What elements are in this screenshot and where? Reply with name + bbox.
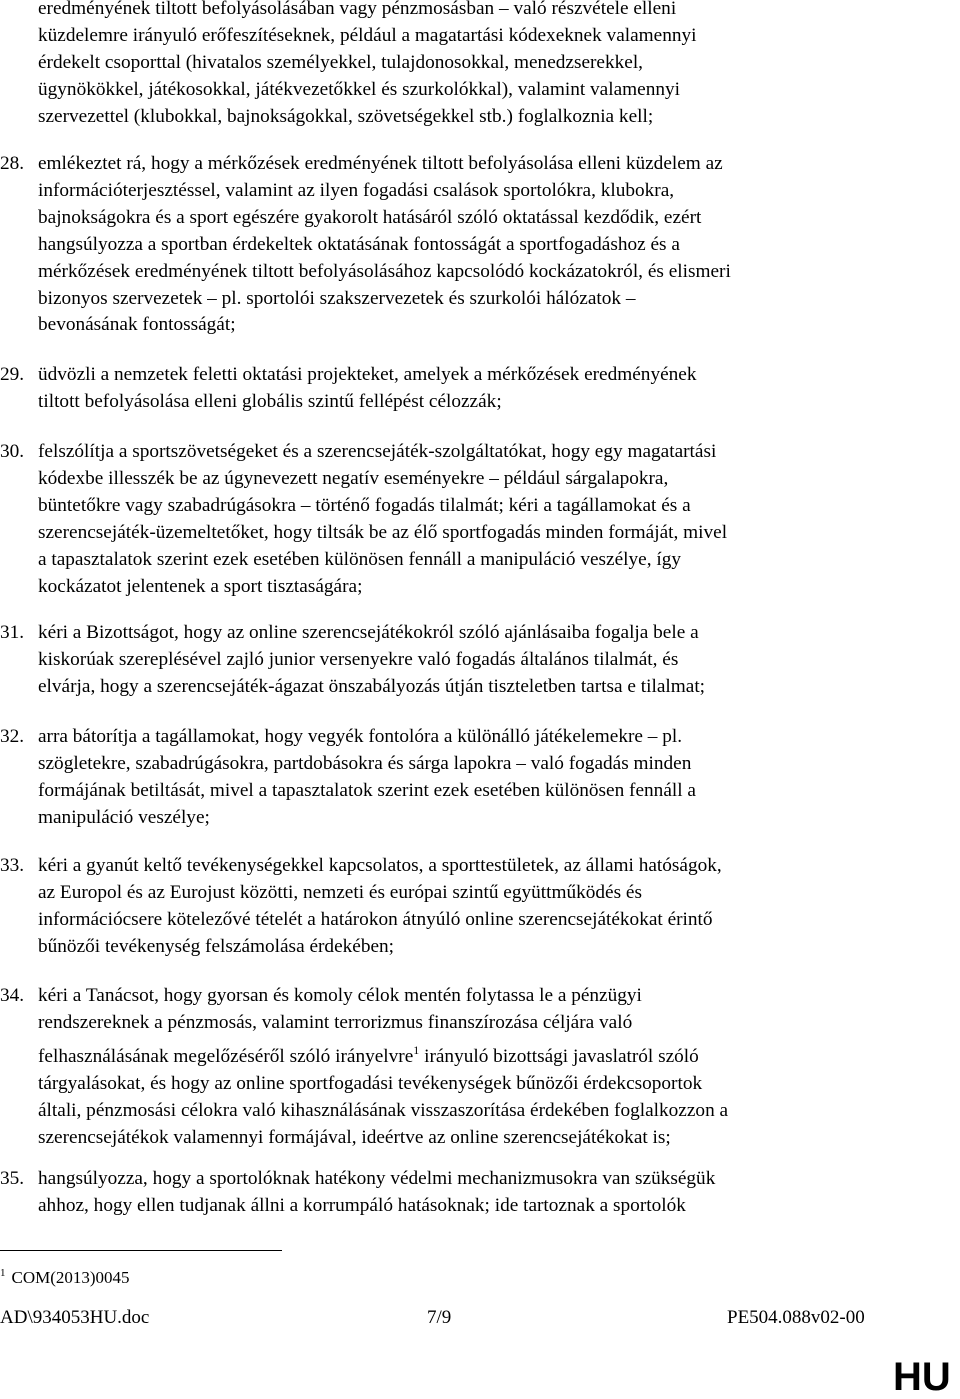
text-line: üdvözli a nemzetek feletti oktatási projekteket, amelyek a mérkőzések eredményének	[38, 364, 697, 385]
paragraph-number: 29.	[0, 364, 25, 385]
paragraph-number: 30.	[0, 441, 25, 462]
footnote-marker: 1	[0, 1267, 6, 1279]
text-line: kéri a Bizottságot, hogy az online szerencsejátékokról szóló ajánlásaiba fogalja bele a	[38, 622, 699, 643]
text-line: tiltott befolyásolása elleni globális szintű fellépést célozzák;	[38, 390, 502, 412]
text-line: arra bátorítja a tagállamokat, hogy vegyék fontolóra a különálló játékelemekre – pl.	[38, 726, 683, 747]
text-line: a tapasztalatok szerint ezek esetében különösen fennáll a manipuláció veszélye, így	[38, 548, 681, 570]
text-line: kéri a Tanácsot, hogy gyorsan és komoly célok mentén folytassa le a pénzügyi	[38, 985, 642, 1006]
footnote-separator	[0, 1250, 282, 1251]
text-segment: irányuló bizottsági javaslatról szóló	[419, 1045, 699, 1067]
text-line: tárgyalásokat, és hogy az online sportfogadási tevékenységek bűnözői érdekcsoportok	[38, 1072, 703, 1094]
footnote-reference[interactable]: 1	[413, 1042, 420, 1057]
text-line: kockázatot jelentenek a sport tisztaságára;	[38, 575, 363, 597]
text-line: általi, pénzmosási célokra való kihasználásának visszaszorítása érdekében foglalkozzon a	[38, 1099, 729, 1121]
text-line	[38, 1037, 900, 1071]
text-line: az Europol és az Eurojust közötti, nemzeti és európai szintű együttműködés és	[38, 881, 642, 903]
paragraph-text	[38, 362, 900, 416]
text-line: információterjesztéssel, valamint az ilyen fogadási csalások sportolókra, klubokra,	[38, 179, 675, 201]
text-line: kiskorúak szereplésével zajló junior versenyekre való fogadás általános tilalmát, és	[38, 648, 679, 670]
text-line: szögletekre, szabadrúgásokra, partdobásokra és sárga lapokra – való fogadás minden	[38, 752, 692, 774]
text-line: szervezettel (klubokkal, bajnokságokkal, szövetségekkel stb.) foglalkoznia kell;	[38, 105, 654, 127]
paragraph-text	[38, 151, 900, 339]
paragraph-text	[38, 620, 900, 701]
text-line: szerencsejáték-üzemeltetőket, hogy tiltsák be az élő sportfogadás minden formáját, mivel	[38, 521, 728, 543]
paragraph-number: 32.	[0, 726, 25, 747]
paragraph-number: 34.	[0, 985, 25, 1006]
paragraph-number: 28.	[0, 153, 25, 174]
text-line: rendszereknek a pénzmosás, valamint terrorizmus finanszírozása céljára való	[38, 1011, 633, 1033]
footer-version: PE504.088v02-00	[727, 1307, 865, 1328]
text-line: formájának betiltását, mivel a tapasztalatok szerint ezek esetében különösen fennáll a	[38, 779, 696, 801]
text-line: bevonásának fontosságát;	[38, 314, 236, 336]
text-line: küzdelemre irányuló erőfeszítéseknek, például a magatartási kódexeknek valamennyi	[38, 24, 697, 46]
text-line: ahhoz, hogy ellen tudjanak állni a korrumpáló hatásoknak; ide tartoznak a sportolók	[38, 1194, 686, 1216]
text-line: bajnokságokra és a sport egészére gyakorolt hatásáról szóló oktatással kezdődik, ezért	[38, 206, 702, 228]
text-line: hangsúlyozza, hogy a sportolóknak hatékony védelmi mechanizmusokra van szükségük	[38, 1168, 716, 1189]
language-code: HU	[893, 1355, 951, 1399]
paragraph-text	[38, 853, 900, 961]
paragraph-number: 33.	[0, 855, 25, 876]
paragraph-text	[38, 983, 900, 1151]
text-line: manipuláció veszélye;	[38, 806, 210, 828]
text-line: bűnözői tevékenység felszámolása érdekében;	[38, 935, 395, 957]
footer-page-number: 7/9	[427, 1307, 452, 1328]
text-line: információcsere kötelezővé tételét a határokon átnyúló online szerencsejátékokat érintő	[38, 908, 713, 930]
text-line: hangsúlyozza a sportban érdekeltek oktatásának fontosságát a sportfogadáshoz és a	[38, 233, 680, 255]
text-line: kéri a gyanút keltő tevékenységekkel kapcsolatos, a sporttestületek, az állami hatóságok,	[38, 855, 722, 876]
footer-doc-ref: AD\934053HU.doc	[0, 1307, 150, 1328]
text-line: eredményének tiltott befolyásolásában vagy pénzmosásban – való részvétele elleni	[38, 0, 677, 19]
text-line: szerencsejátékok valamennyi formájával, ideértve az online szerencsejátékokat is;	[38, 1126, 671, 1148]
paragraph-number: 35.	[0, 1168, 25, 1189]
text-line: kódexbe illesszék be az úgynevezett negatív eseményekre – például sárgalapokra,	[38, 467, 669, 489]
paragraph-text	[38, 439, 900, 600]
paragraph-text	[38, 1166, 900, 1220]
footnote	[0, 1262, 130, 1289]
text-line: emlékeztet rá, hogy a mérkőzések eredményének tiltott befolyásolása elleni küzdelem az	[38, 153, 723, 174]
intro-paragraph	[38, 0, 898, 131]
text-line: érdekelt csoporttal (hivatalos személyekkel, tulajdonosokkal, menedzserekkel,	[38, 51, 644, 73]
text-line: mérkőzések eredményének tiltott befolyásolásához kapcsolódó kockázatokról, és elismeri	[38, 260, 731, 282]
paragraph-text	[38, 724, 900, 832]
text-line: elvárja, hogy a szerencsejáték-ágazat önszabályozás útján tiszteletben tartsa e tilalmat;	[38, 675, 706, 697]
text-line: ügynökökkel, játékosokkal, játékvezetőkkel és szurkolókkal), valamint valamennyi	[38, 78, 680, 100]
footnote-text: COM(2013)0045	[11, 1268, 130, 1287]
paragraph-number: 31.	[0, 622, 25, 643]
text-line: bizonyos szervezetek – pl. sportolói szakszervezetek és szurkolói hálózatok –	[38, 287, 636, 309]
text-line: felszólítja a sportszövetségeket és a szerencsejáték-szolgáltatókat, hogy egy magatartási	[38, 441, 717, 462]
text-line: büntetőkre vagy szabadrúgásokra – történő fogadás tilalmát; kéri a tagállamokat és a	[38, 494, 691, 516]
text-segment: felhasználásának megelőzéséről szóló irányelvre	[38, 1045, 414, 1067]
